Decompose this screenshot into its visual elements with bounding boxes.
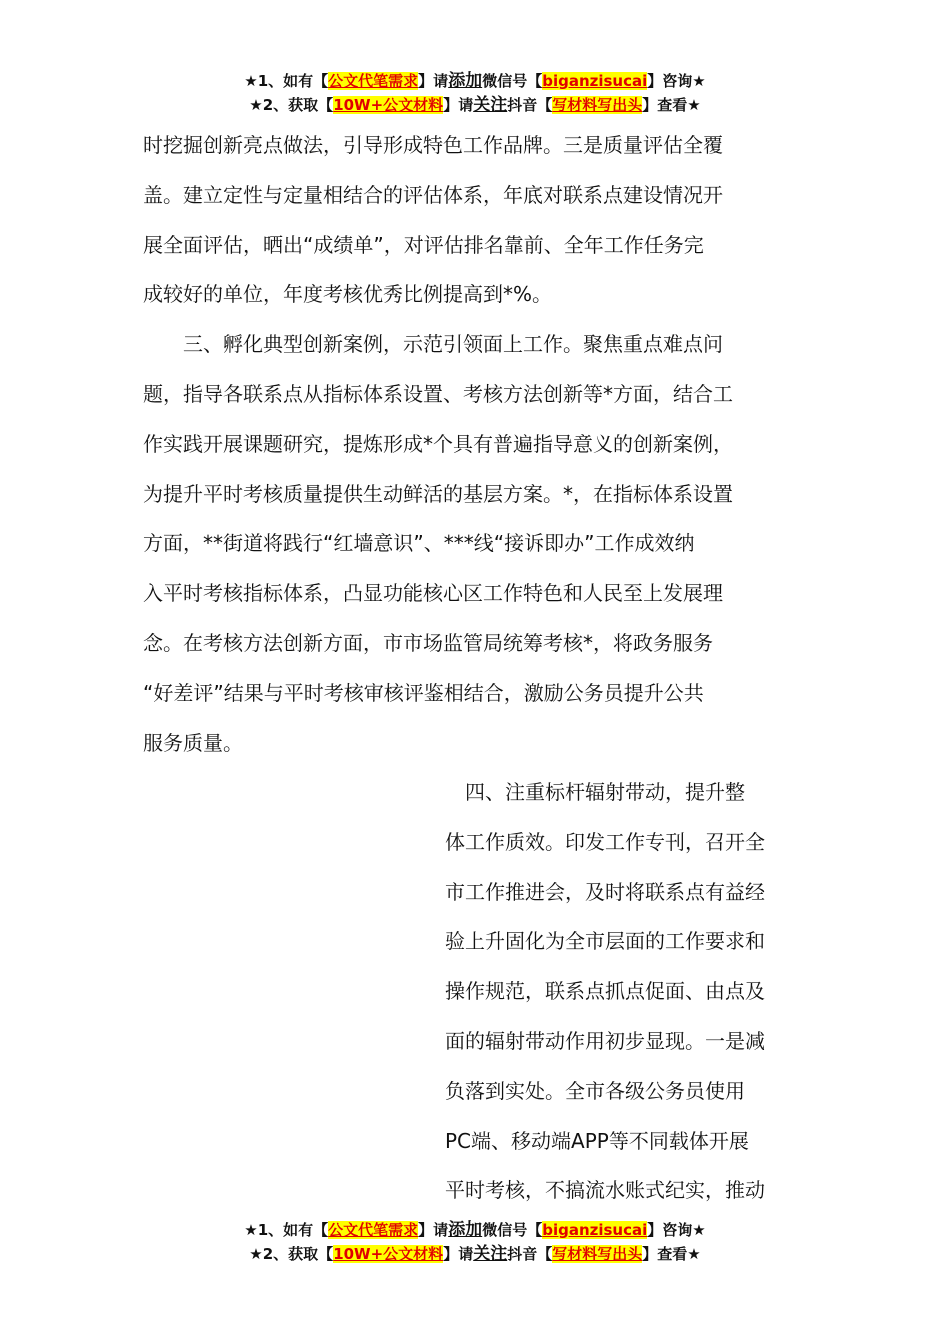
- section4-line: 四、注重标杆辐射带动，提升整: [445, 780, 745, 804]
- text-line: “好差评”结果与平时考核审核评鉴相结合，激励公务员提升公共: [143, 680, 704, 705]
- section4-line: 市工作推进会，及时将联系点有益经: [445, 879, 765, 904]
- douyin-id: 写材料写出头: [552, 96, 643, 114]
- text: 抖音【: [507, 1245, 553, 1263]
- section4-line: 体工作质效。印发工作专刊，召开全: [445, 829, 765, 854]
- text-line: 盖。建立定性与定量相结合的评估体系，年底对联系点建设情况开: [143, 182, 723, 207]
- text: 关注: [473, 95, 508, 115]
- section4-line: 负落到实处。全市各级公务员使用: [445, 1078, 745, 1103]
- text-line: 入平时考核指标体系，凸显功能核心区工作特色和人民至上发展理: [143, 581, 723, 606]
- text: ★1、如有【: [244, 1221, 329, 1239]
- text: ★1、如有【: [244, 72, 329, 90]
- text: 】请: [418, 1221, 449, 1239]
- header-banner: [0, 69, 950, 117]
- text: 】咨询★: [647, 1221, 706, 1239]
- highlight: 10W+公文材料: [333, 96, 444, 114]
- text-line: 展全面评估，晒出“成绩单”，对评估排名靠前、全年工作任务完: [143, 232, 704, 257]
- text: 关注: [473, 1244, 508, 1264]
- section4-line: 面的辐射带动作用初步显现。一是减: [445, 1029, 765, 1053]
- text-line: 为提升平时考核质量提供生动鲜活的基层方案。*，在指标体系设置: [143, 481, 733, 506]
- wechat-id: biganzisucai: [542, 72, 648, 90]
- banner-line-2: [0, 1242, 950, 1266]
- banner-line-1: [0, 69, 950, 93]
- text: 】请: [443, 96, 474, 114]
- text-line: 三、孵化典型创新案例，示范引领面上工作。聚焦重点难点问: [143, 332, 723, 357]
- text: ★2、获取【: [249, 1245, 334, 1263]
- text-line: 作实践开展课题研究，提炼形成*个具有普遍指导意义的创新案例，: [143, 431, 733, 456]
- text-line: 服务质量。: [143, 730, 243, 755]
- highlight: 10W+公文材料: [333, 1245, 444, 1263]
- text: 微信号【: [482, 1221, 543, 1239]
- text: 】查看★: [642, 1245, 701, 1263]
- text: 添加: [448, 1220, 483, 1240]
- text-line: 成较好的单位，年度考核优秀比例提高到*%。: [143, 282, 553, 307]
- text-line: 时挖掘创新亮点做法，引导形成特色工作品牌。三是质量评估全覆: [143, 133, 723, 157]
- text: 添加: [448, 71, 483, 91]
- douyin-id: 写材料写出头: [552, 1245, 643, 1263]
- highlight: 公文代笔需求: [328, 72, 419, 90]
- banner-line-1: [0, 1218, 950, 1242]
- text: 】查看★: [642, 96, 701, 114]
- text: 抖音【: [507, 96, 553, 114]
- text: 微信号【: [482, 72, 543, 90]
- section4-line: 平时考核，不搞流水账式纪实，推动: [445, 1178, 765, 1203]
- highlight: 公文代笔需求: [328, 1221, 419, 1239]
- banner-line-2: [0, 93, 950, 117]
- text: 】咨询★: [647, 72, 706, 90]
- text-line: 题，指导各联系点从指标体系设置、考核方法创新等*方面，结合工: [143, 382, 733, 406]
- footer-banner: [0, 1218, 950, 1266]
- wechat-id: biganzisucai: [542, 1221, 648, 1239]
- text-line: 方面，**街道将践行“红墙意识”、***线“接诉即办”工作成效纳: [143, 531, 695, 556]
- text: 】请: [418, 72, 449, 90]
- text: 】请: [443, 1245, 474, 1263]
- section4-line: PC端、移动端APP等不同载体开展: [445, 1128, 749, 1153]
- text: ★2、获取【: [249, 96, 334, 114]
- section4-line: 验上升固化为全市层面的工作要求和: [445, 929, 765, 954]
- section4-line: 操作规范，联系点抓点促面、由点及: [445, 979, 765, 1004]
- text-line: 念。在考核方法创新方面，市市场监管局统筹考核*，将政务服务: [143, 631, 713, 655]
